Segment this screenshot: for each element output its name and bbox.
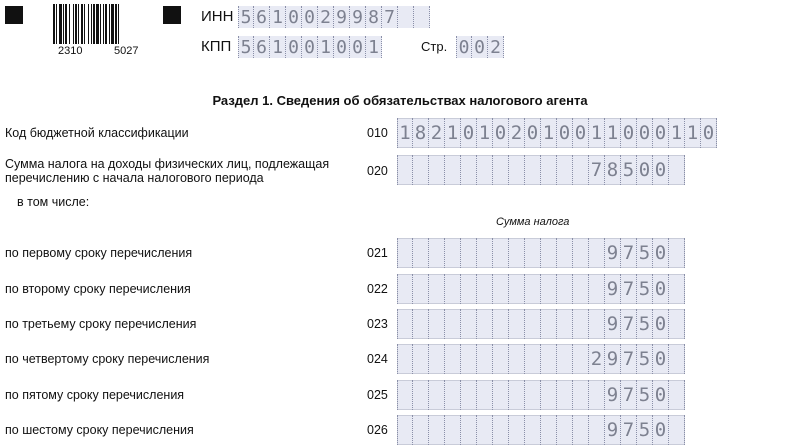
digit-cell: 0: [472, 36, 488, 58]
kpp-field[interactable]: [238, 36, 382, 58]
digit-cell: 0: [286, 6, 302, 28]
digit-cell: [461, 380, 477, 410]
digit-cell: 0: [653, 274, 669, 304]
digit-cell: [477, 380, 493, 410]
digit-cell: [541, 415, 557, 445]
digit-cell: [429, 238, 445, 268]
digit-cell: [445, 274, 461, 304]
barcode-bar: [78, 4, 79, 44]
installment-026-code: 026: [367, 423, 388, 437]
digit-cell: [461, 309, 477, 339]
digit-cell: 5: [238, 36, 254, 58]
barcode-bar: [81, 4, 83, 44]
digit-cell: 7: [621, 238, 637, 268]
barcode-bar: [73, 4, 74, 44]
digit-cell: [525, 155, 541, 185]
digit-cell: [477, 309, 493, 339]
digit-cell: [413, 415, 429, 445]
installment-023-code: 023: [367, 317, 388, 331]
digit-cell: [429, 274, 445, 304]
digit-cell: 5: [621, 155, 637, 185]
digit-cell: [525, 344, 541, 374]
digit-cell: 0: [557, 118, 573, 148]
digit-cell: [461, 155, 477, 185]
digit-cell: [541, 380, 557, 410]
digit-cell: 0: [456, 36, 472, 58]
barcode-bar: [88, 4, 89, 44]
digit-cell: [429, 309, 445, 339]
inn-label: ИНН: [201, 8, 234, 25]
digit-cell: 5: [637, 309, 653, 339]
digit-cell: 7: [621, 309, 637, 339]
digit-cell: [477, 344, 493, 374]
digit-cell: [669, 274, 685, 304]
installment-025-amount-field[interactable]: [397, 380, 685, 410]
installment-026-label: по шестому сроку перечисления: [5, 423, 194, 437]
barcode-bar: [65, 4, 67, 44]
digit-cell: 1: [366, 36, 382, 58]
digit-cell: [525, 309, 541, 339]
digit-cell: 0: [653, 344, 669, 374]
digit-cell: 0: [286, 36, 302, 58]
installment-024-label: по четвертому сроку перечисления: [5, 352, 210, 366]
digit-cell: 7: [621, 274, 637, 304]
digit-cell: 1: [397, 118, 413, 148]
barcode-bar: [63, 4, 64, 44]
registration-marker-right: [163, 6, 181, 24]
barcode-bar: [118, 4, 119, 44]
digit-cell: 5: [238, 6, 254, 28]
digit-cell: 0: [302, 36, 318, 58]
digit-cell: [573, 155, 589, 185]
digit-cell: [493, 274, 509, 304]
installment-023-label: по третьему сроку перечисления: [5, 317, 197, 331]
total-tax-field[interactable]: [397, 155, 685, 185]
barcode-image: [53, 4, 147, 44]
digit-cell: 5: [637, 380, 653, 410]
digit-cell: 2: [429, 118, 445, 148]
digit-cell: 0: [653, 238, 669, 268]
digit-cell: 8: [605, 155, 621, 185]
digit-cell: [445, 380, 461, 410]
digit-cell: 0: [637, 118, 653, 148]
digit-cell: 7: [621, 380, 637, 410]
digit-cell: [509, 238, 525, 268]
installment-022-label: по второму сроку перечисления: [5, 282, 191, 296]
digit-cell: [669, 380, 685, 410]
installment-021-label: по первому сроку перечисления: [5, 246, 193, 260]
line-020-label: Сумма налога на доходы физических лиц, подлежащая перечислению с начала налогового периода: [5, 157, 330, 185]
digit-cell: 1: [445, 118, 461, 148]
digit-cell: [398, 6, 414, 28]
digit-cell: 7: [621, 415, 637, 445]
digit-cell: [413, 309, 429, 339]
digit-cell: 5: [637, 344, 653, 374]
digit-cell: [525, 274, 541, 304]
digit-cell: 6: [254, 6, 270, 28]
digit-cell: [557, 238, 573, 268]
digit-cell: 0: [621, 118, 637, 148]
installment-025-label: по пятому сроку перечисления: [5, 388, 185, 402]
digit-cell: [589, 238, 605, 268]
barcode-bar: [100, 4, 101, 44]
digit-cell: [477, 155, 493, 185]
digit-cell: 0: [302, 6, 318, 28]
digit-cell: [589, 274, 605, 304]
digit-cell: 0: [653, 309, 669, 339]
digit-cell: [445, 238, 461, 268]
digit-cell: 1: [270, 6, 286, 28]
digit-cell: [525, 238, 541, 268]
digit-cell: [477, 415, 493, 445]
digit-cell: [429, 155, 445, 185]
digit-cell: 0: [653, 380, 669, 410]
digit-cell: [493, 238, 509, 268]
digit-cell: [589, 309, 605, 339]
barcode-bar: [105, 4, 107, 44]
digit-cell: 1: [477, 118, 493, 148]
digit-cell: [589, 415, 605, 445]
digit-cell: [557, 415, 573, 445]
digit-cell: 0: [573, 118, 589, 148]
digit-cell: [509, 309, 525, 339]
digit-cell: [413, 238, 429, 268]
digit-cell: [397, 415, 413, 445]
digit-cell: 2: [589, 344, 605, 374]
including-label: в том числе:: [17, 195, 90, 209]
barcode-bar: [69, 4, 70, 44]
digit-cell: 9: [605, 309, 621, 339]
digit-cell: 1: [669, 118, 685, 148]
barcode-bar: [96, 4, 99, 44]
digit-cell: 9: [605, 238, 621, 268]
digit-cell: [477, 274, 493, 304]
digit-cell: [557, 380, 573, 410]
digit-cell: [493, 380, 509, 410]
installment-026-amount-field[interactable]: [397, 415, 685, 445]
digit-cell: 9: [605, 380, 621, 410]
digit-cell: [573, 238, 589, 268]
installment-023-amount-field[interactable]: [397, 309, 685, 339]
barcode-number-right: 5027: [114, 45, 139, 57]
digit-cell: 0: [653, 415, 669, 445]
digit-cell: [397, 380, 413, 410]
barcode-bar: [91, 4, 92, 44]
digit-cell: [541, 238, 557, 268]
digit-cell: [413, 274, 429, 304]
digit-cell: 1: [589, 118, 605, 148]
digit-cell: [669, 309, 685, 339]
barcode-bar: [115, 4, 117, 44]
digit-cell: [669, 238, 685, 268]
digit-cell: [413, 380, 429, 410]
barcode-number-left: 2310: [58, 45, 83, 57]
digit-cell: 2: [318, 6, 334, 28]
digit-cell: [397, 274, 413, 304]
digit-cell: 7: [621, 344, 637, 374]
digit-cell: 7: [589, 155, 605, 185]
digit-cell: 1: [270, 36, 286, 58]
installment-025-code: 025: [367, 388, 388, 402]
registration-marker-left: [5, 6, 23, 24]
digit-cell: [573, 344, 589, 374]
barcode-bar: [109, 4, 110, 44]
digit-cell: 0: [637, 155, 653, 185]
digit-cell: [493, 155, 509, 185]
barcode-bar: [59, 4, 62, 44]
digit-cell: [397, 344, 413, 374]
digit-cell: [429, 344, 445, 374]
digit-cell: 6: [254, 36, 270, 58]
digit-cell: [573, 274, 589, 304]
barcode-bar: [75, 4, 77, 44]
digit-cell: [461, 415, 477, 445]
digit-cell: 1: [685, 118, 701, 148]
digit-cell: [669, 415, 685, 445]
barcode-bar: [84, 4, 85, 44]
digit-cell: [525, 380, 541, 410]
digit-cell: [397, 309, 413, 339]
digit-cell: 9: [605, 274, 621, 304]
digit-cell: [509, 380, 525, 410]
digit-cell: [573, 380, 589, 410]
barcode-bar: [53, 4, 55, 44]
digit-cell: [493, 344, 509, 374]
digit-cell: [461, 274, 477, 304]
digit-cell: 1: [541, 118, 557, 148]
digit-cell: [557, 344, 573, 374]
tax-amount-column-caption: Сумма налога: [496, 216, 570, 228]
digit-cell: [669, 155, 685, 185]
digit-cell: 8: [366, 6, 382, 28]
page-label: Стр.: [421, 39, 448, 54]
digit-cell: [541, 344, 557, 374]
digit-cell: 9: [605, 344, 621, 374]
installment-021-code: 021: [367, 246, 388, 260]
digit-cell: 0: [334, 36, 350, 58]
digit-cell: 0: [350, 36, 366, 58]
digit-cell: 7: [382, 6, 398, 28]
digit-cell: [541, 274, 557, 304]
digit-cell: [557, 309, 573, 339]
digit-cell: [461, 238, 477, 268]
barcode-bar: [93, 4, 95, 44]
installment-022-code: 022: [367, 282, 388, 296]
section-title: Раздел 1. Сведения об обязательствах налогового агента: [212, 93, 588, 108]
digit-cell: [589, 380, 605, 410]
digit-cell: [573, 309, 589, 339]
digit-cell: [573, 415, 589, 445]
digit-cell: 0: [653, 118, 669, 148]
kbk-field[interactable]: [397, 118, 717, 148]
digit-cell: [445, 155, 461, 185]
digit-cell: [413, 155, 429, 185]
inn-field[interactable]: [238, 6, 430, 28]
installment-022-amount-field[interactable]: [397, 274, 685, 304]
digit-cell: [541, 155, 557, 185]
digit-cell: [445, 309, 461, 339]
digit-cell: 1: [605, 118, 621, 148]
digit-cell: [397, 155, 413, 185]
digit-cell: 2: [488, 36, 504, 58]
digit-cell: [461, 344, 477, 374]
digit-cell: 0: [493, 118, 509, 148]
digit-cell: [429, 380, 445, 410]
digit-cell: [445, 415, 461, 445]
digit-cell: [557, 274, 573, 304]
digit-cell: 0: [653, 155, 669, 185]
barcode-bar: [103, 4, 104, 44]
digit-cell: [477, 238, 493, 268]
digit-cell: 2: [509, 118, 525, 148]
digit-cell: 9: [334, 6, 350, 28]
digit-cell: [397, 238, 413, 268]
digit-cell: [509, 344, 525, 374]
digit-cell: 5: [637, 415, 653, 445]
digit-cell: 0: [525, 118, 541, 148]
digit-cell: 9: [605, 415, 621, 445]
digit-cell: 0: [701, 118, 717, 148]
digit-cell: [525, 415, 541, 445]
digit-cell: 5: [637, 274, 653, 304]
digit-cell: [541, 309, 557, 339]
digit-cell: 1: [318, 36, 334, 58]
barcode-bar: [56, 4, 57, 44]
digit-cell: 9: [350, 6, 366, 28]
installment-024-amount-field[interactable]: [397, 344, 685, 374]
kpp-label: КПП: [201, 38, 232, 55]
digit-cell: [413, 344, 429, 374]
digit-cell: 8: [413, 118, 429, 148]
digit-cell: [445, 344, 461, 374]
installment-021-amount-field[interactable]: [397, 238, 685, 268]
digit-cell: [557, 155, 573, 185]
digit-cell: [493, 309, 509, 339]
digit-cell: [509, 415, 525, 445]
digit-cell: [669, 344, 685, 374]
digit-cell: [509, 274, 525, 304]
installment-024-code: 024: [367, 352, 388, 366]
line-020-code: 020: [367, 164, 388, 178]
page-number-field[interactable]: [456, 36, 504, 58]
line-010-code: 010: [367, 126, 388, 140]
digit-cell: [429, 415, 445, 445]
digit-cell: [414, 6, 430, 28]
digit-cell: 5: [637, 238, 653, 268]
digit-cell: 0: [461, 118, 477, 148]
digit-cell: [493, 415, 509, 445]
line-010-label: Код бюджетной классификации: [5, 126, 189, 140]
digit-cell: [509, 155, 525, 185]
barcode-bar: [111, 4, 114, 44]
